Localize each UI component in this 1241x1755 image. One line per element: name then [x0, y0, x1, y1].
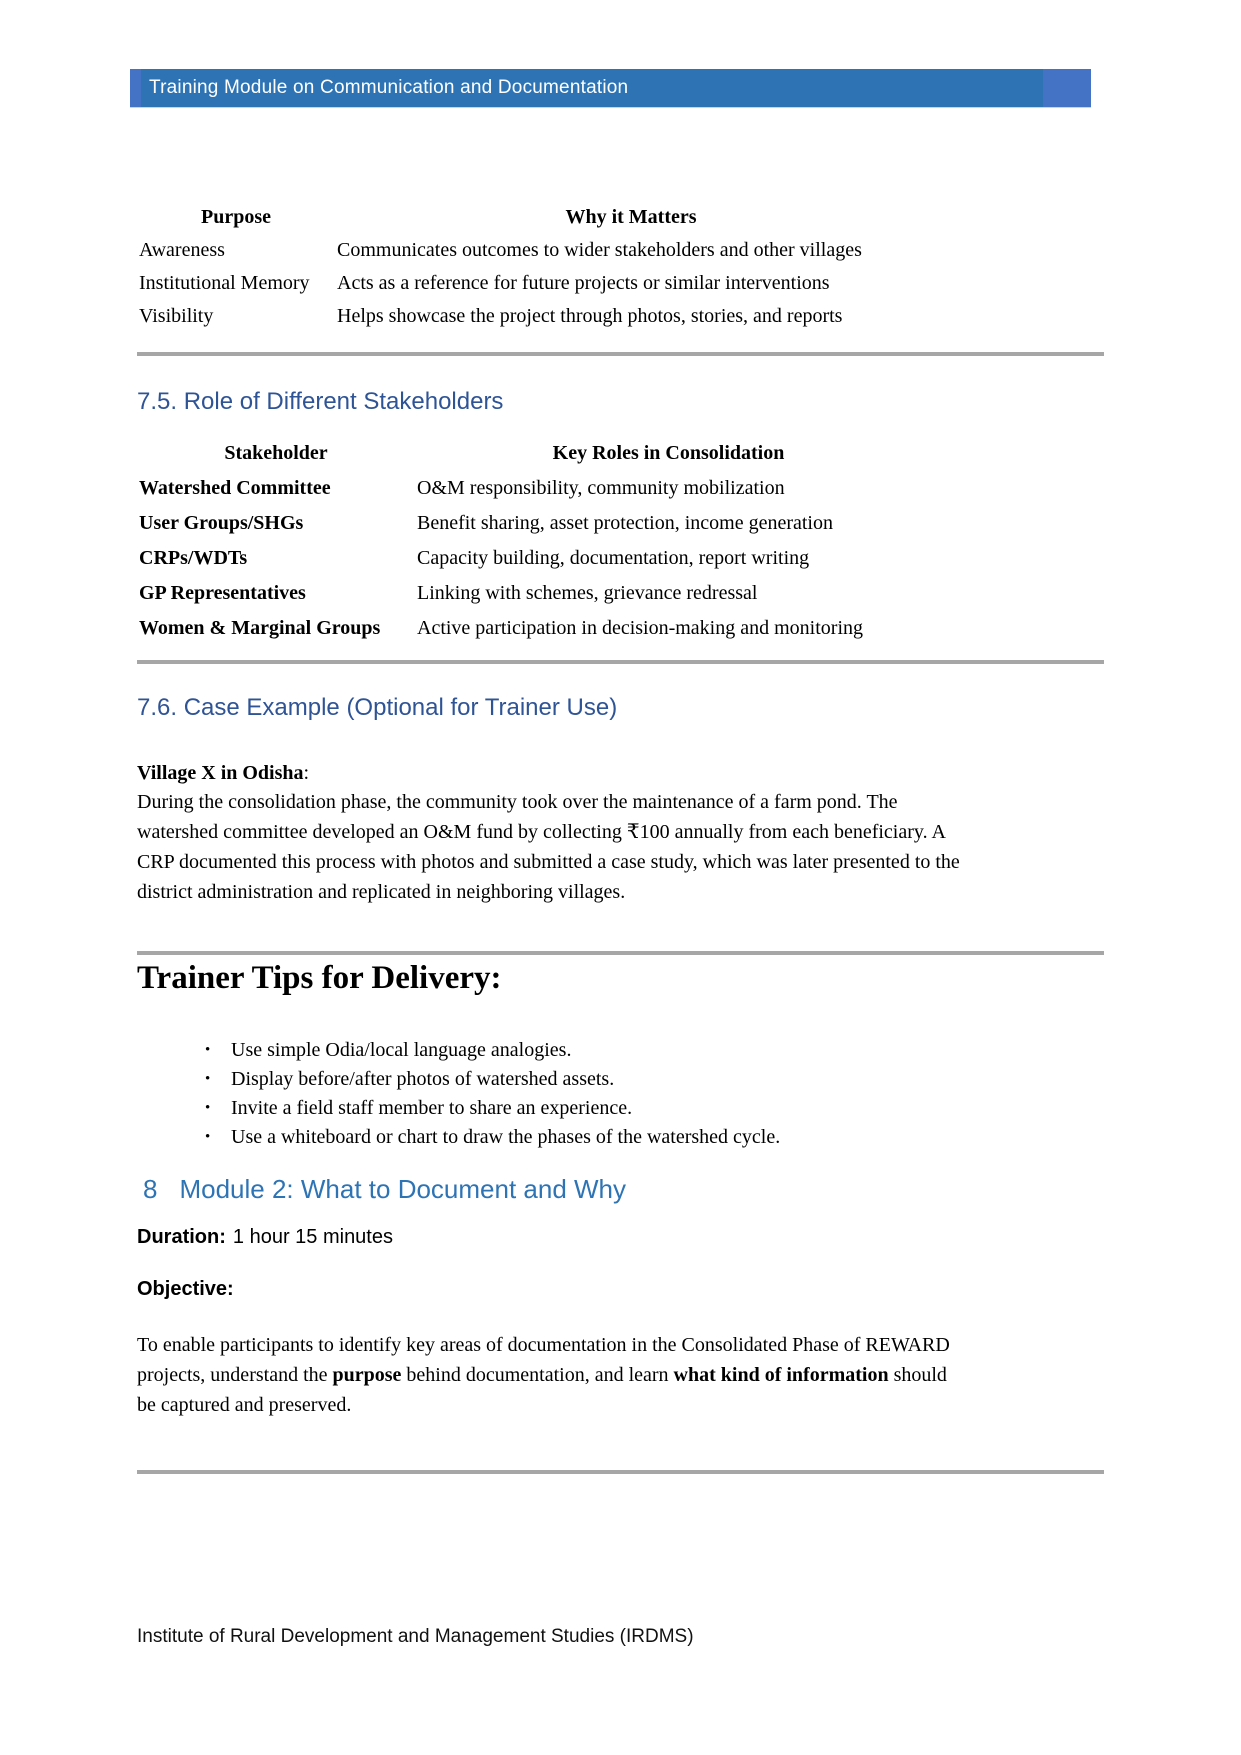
case-example-body: During the consolidation phase, the community took over the maintenance of a farm pond. The watershed committee developed an O&M fund by collecting ₹100 annually from each beneficiary. A CRP documented this process with photos and submitted a case study, which was later presented to the district administration and replicated in neighboring villages. — [137, 791, 960, 903]
duration-value: 1 hour 15 minutes — [232, 1226, 393, 1248]
case-example-village: Village X in Odisha — [137, 762, 304, 784]
tip-text: Display before/after photos of watershed assets. — [231, 1068, 615, 1090]
objective-bold-what-kind: what kind of information — [673, 1364, 889, 1386]
section-divider — [137, 1470, 1104, 1474]
purpose-table-col1-header: Purpose — [201, 206, 271, 228]
roles-cell: Capacity building, documentation, report writing — [417, 547, 810, 569]
section-divider — [137, 660, 1104, 664]
purpose-table-col2-header: Why it Matters — [565, 206, 697, 228]
tip-text: Use a whiteboard or chart to draw the phases of the watershed cycle. — [231, 1126, 781, 1148]
trainer-tips-heading: Trainer Tips for Delivery: — [137, 960, 502, 996]
list-item — [205, 1065, 780, 1094]
why-cell: Helps showcase the project through photos, stories, and reports — [337, 305, 843, 327]
objective-text: To enable participants to identify key areas of documentation in the Consolidated Phase of REWARD projects, understand the — [137, 1334, 950, 1386]
page-header-bar — [130, 69, 1091, 108]
list-item — [205, 1036, 780, 1065]
bullet-icon: • — [205, 1100, 211, 1116]
stakeholder-cell: Women & Marginal Groups — [139, 617, 381, 639]
trainer-tips-list — [205, 1036, 780, 1152]
stakeholder-table-col2-header: Key Roles in Consolidation — [552, 442, 785, 464]
tip-text: Invite a field staff member to share an experience. — [231, 1097, 633, 1119]
objective-paragraph — [137, 1330, 970, 1420]
module-2-title: Module 2: What to Document and Why — [179, 1174, 627, 1204]
objective-text: behind documentation, and learn — [401, 1364, 674, 1386]
duration-line — [137, 1226, 393, 1249]
case-example-colon: : — [303, 762, 310, 784]
stakeholder-cell: CRPs/WDTs — [139, 547, 248, 569]
bullet-icon: • — [205, 1042, 211, 1058]
roles-cell: Benefit sharing, asset protection, income generation — [417, 512, 833, 534]
stakeholder-table-col1-header: Stakeholder — [224, 442, 328, 464]
stakeholder-cell: User Groups/SHGs — [139, 512, 304, 534]
purpose-cell: Institutional Memory — [139, 272, 310, 294]
header-bar-main — [141, 69, 1043, 107]
header-accent-left — [130, 69, 141, 107]
stakeholder-table — [137, 436, 922, 646]
why-cell: Acts as a reference for future projects or similar interventions — [337, 272, 830, 294]
why-cell: Communicates outcomes to wider stakeholders and other villages — [337, 239, 862, 261]
footer-text: Institute of Rural Development and Management Studies (IRDMS) — [137, 1626, 694, 1647]
section-7-5-heading: 7.5. Role of Different Stakeholders — [137, 388, 504, 415]
header-title: Training Module on Communication and Documentation — [149, 77, 629, 98]
objective-label: Objective: — [137, 1278, 234, 1300]
roles-cell: Linking with schemes, grievance redressal — [417, 582, 758, 604]
roles-cell: O&M responsibility, community mobilization — [417, 477, 785, 499]
purpose-cell: Awareness — [139, 239, 225, 261]
module-2-heading — [143, 1174, 626, 1205]
purpose-table — [137, 200, 927, 332]
stakeholder-cell: Watershed Committee — [139, 477, 331, 499]
list-item — [205, 1094, 780, 1123]
bullet-icon: • — [205, 1129, 211, 1145]
bullet-icon: • — [205, 1071, 211, 1087]
section-divider — [137, 352, 1104, 356]
tip-text: Use simple Odia/local language analogies. — [231, 1039, 572, 1061]
roles-cell: Active participation in decision-making and monitoring — [417, 617, 864, 639]
module-2-number: 8 — [143, 1174, 158, 1204]
objective-bold-purpose: purpose — [332, 1364, 402, 1386]
stakeholder-cell: GP Representatives — [139, 582, 306, 604]
objective-text: should be captured and preserved. — [137, 1364, 947, 1416]
duration-label: Duration: — [137, 1226, 226, 1248]
section-divider — [137, 951, 1104, 955]
list-item — [205, 1123, 780, 1152]
case-example-label — [137, 758, 309, 788]
purpose-cell: Visibility — [139, 305, 214, 327]
section-7-6-heading: 7.6. Case Example (Optional for Trainer Use) — [137, 694, 618, 721]
header-accent-right — [1043, 69, 1091, 107]
